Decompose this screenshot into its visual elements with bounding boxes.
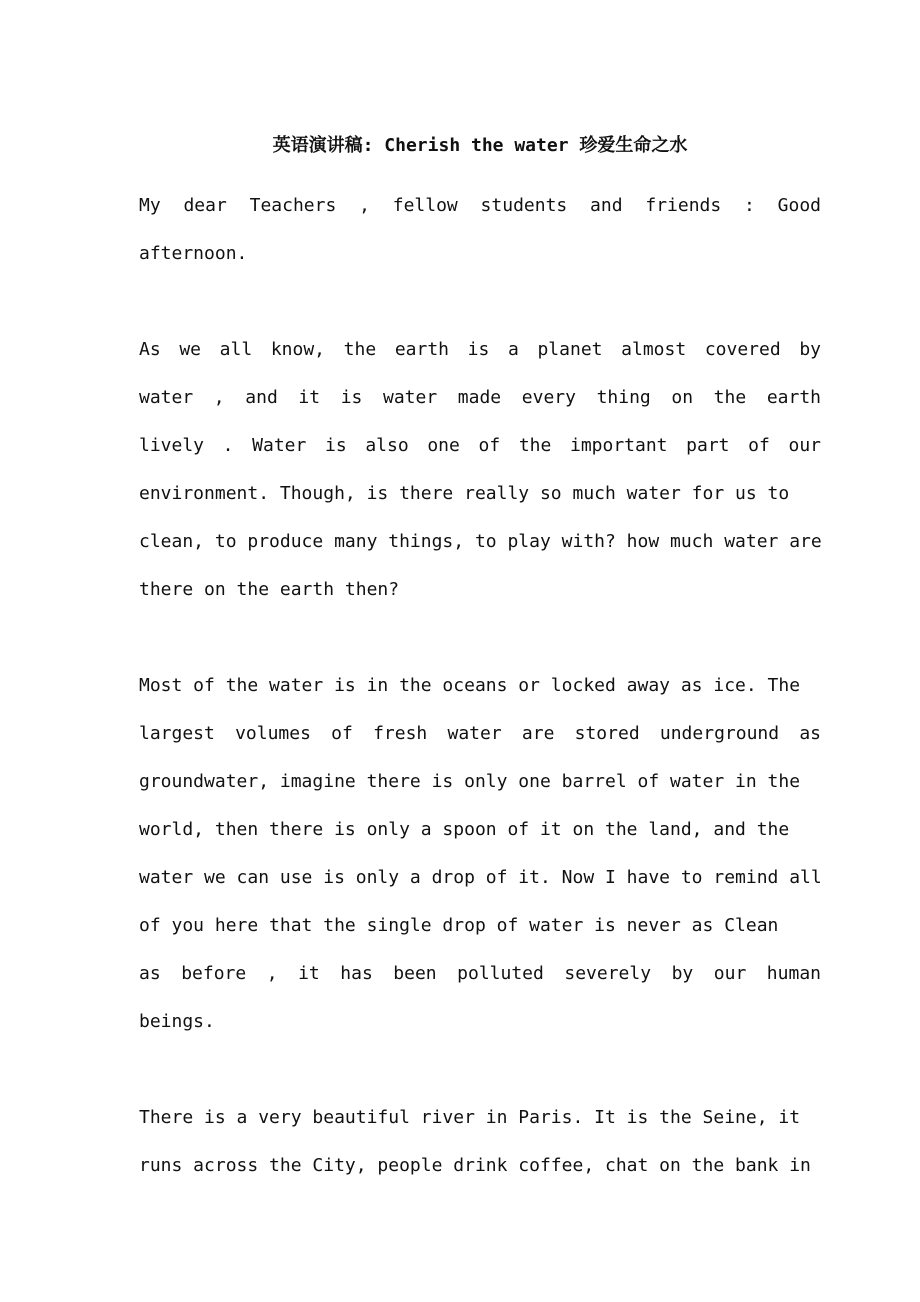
paragraph-seine <box>139 1094 821 1190</box>
text-line: There is a very beautiful river in Paris. It is the Seine, it <box>139 1107 801 1128</box>
text-line: of you here that the single drop of water is never as Clean <box>139 915 779 936</box>
text-line: lively . Water is also one of the important part of our <box>139 435 821 456</box>
text-line: world, then there is only a spoon of it on the land, and the <box>139 819 790 840</box>
text-line: My dear Teachers , fellow students and friends : Good <box>139 195 821 216</box>
text-line: beings. <box>139 1011 215 1032</box>
document-content <box>139 122 821 1238</box>
paragraph-greeting <box>139 182 821 278</box>
text-line: groundwater, imagine there is only one barrel of water in the <box>139 771 801 792</box>
text-line: clean, to produce many things, to play with? how much water are <box>139 531 822 552</box>
text-line: as before , it has been polluted severely by our human <box>139 963 821 984</box>
text-line: water , and it is water made every thing on the earth <box>139 387 821 408</box>
text-line: As we all know, the earth is a planet almost covered by <box>139 339 821 360</box>
text-line: Most of the water is in the oceans or locked away as ice. The <box>139 675 801 696</box>
text-line: largest volumes of fresh water are stored underground as <box>139 723 821 744</box>
text-line: runs across the City, people drink coffee, chat on the bank in <box>139 1155 811 1176</box>
text-line: environment. Though, is there really so much water for us to <box>139 483 790 504</box>
paragraph-earth-water <box>139 326 821 614</box>
text-line: water we can use is only a drop of it. Now I have to remind all <box>139 867 822 888</box>
document-title: 英语演讲稿: Cherish the water 珍爱生命之水 <box>272 135 688 156</box>
text-line: there on the earth then? <box>139 579 400 600</box>
text-line: afternoon. <box>139 243 248 264</box>
paragraph-fresh-water <box>139 662 821 1046</box>
